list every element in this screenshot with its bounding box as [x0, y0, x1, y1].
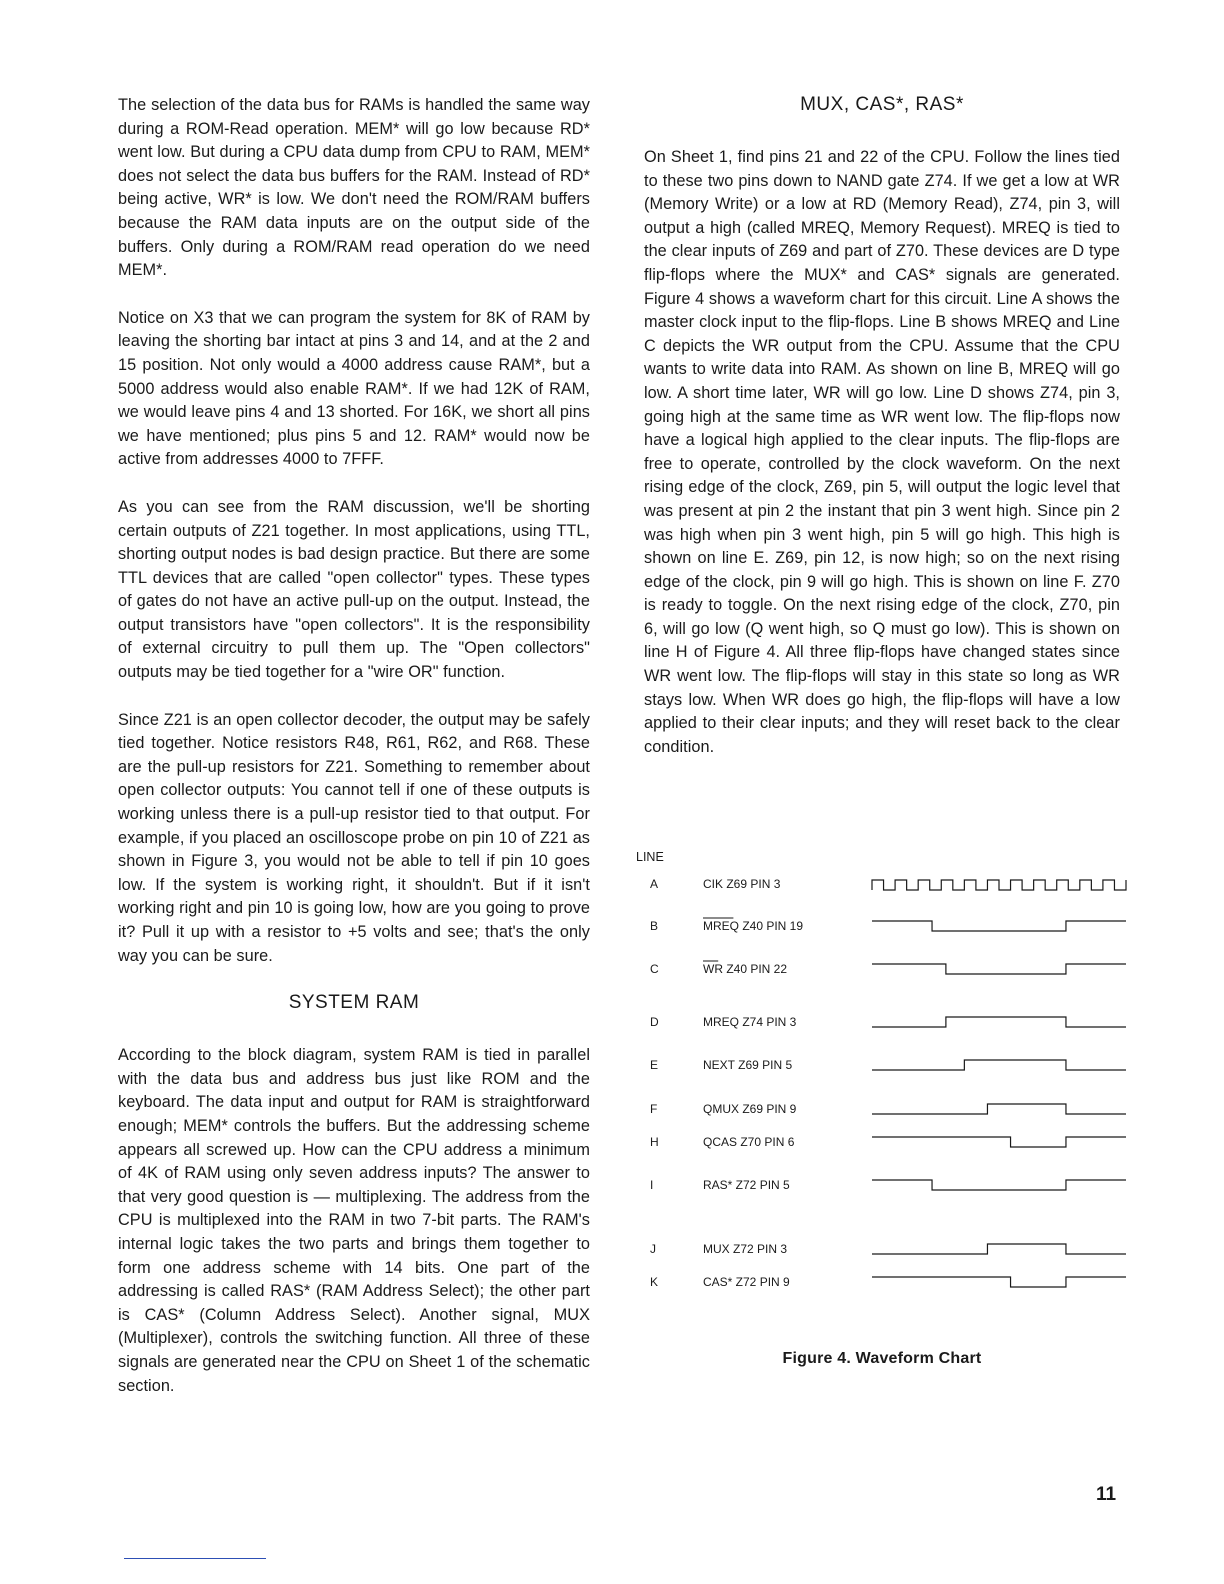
waveform-trace [872, 964, 1126, 974]
line-label: K [650, 1275, 659, 1289]
waveform-row-i [650, 1178, 1126, 1192]
paragraph-open-collector: As you can see from the RAM discussion, we'll be shorting certain outputs of Z21 together. In most applications, using TTL, shorting output nodes is bad design practice. But there are some TTL devices that are called "open collector" types. These types of gates do not have an active pull-up on the output. Instead, the output transistors have "open collectors". It is the responsibility of external circuitry to pull them up. The "Open collectors" outputs may be tied together for a "wire OR" function. [118, 497, 590, 682]
waveform-trace [872, 1277, 1126, 1287]
right-column [644, 94, 1120, 783]
waveform-row-c [650, 961, 1126, 976]
line-label: J [650, 1242, 656, 1256]
waveform-trace [872, 1137, 1126, 1147]
waveform-chart [636, 840, 1136, 1310]
line-label: D [650, 1015, 659, 1029]
paragraph-system-ram: According to the block diagram, system RAM is tied in parallel with the data bus and address bus just like ROM and the keyboard. The data input and output for RAM is straightforward enough; MEM* controls the buffers. But the addressing scheme appears all screwed up. How can the CPU address a minimum of 4K of RAM using only seven address inputs? The answer to that very good question is — multiplexing. The address from the CPU is multiplexed into the RAM in two 7-bit parts. The RAM's internal logic takes the two parts and brings them together to form one address scheme with 14 bits. One part of the addressing is called RAS* (RAM Address Select); the other part is CAS* (Column Address Select). Another signal, MUX (Multiplexer), controls the switching function. All three of these signals are generated near the CPU on Sheet 1 of the schematic section. [118, 1046, 590, 1395]
waveform-row-d [650, 1015, 1126, 1029]
signal-label: QCAS Z70 PIN 6 [703, 1135, 795, 1149]
waveform-trace [872, 1104, 1126, 1114]
waveform-trace [872, 1017, 1126, 1027]
line-label: F [650, 1102, 658, 1116]
line-label: B [650, 919, 659, 933]
paragraph-z21-decoder: Since Z21 is an open collector decoder, the output may be safely tied together. Notice resistors R48, R61, R62, and R68. These are the pull-up resistors for Z21. Something to remember about open collector outputs: You cannot tell if one of these outputs is working unless there is a pull-up resistor tied to that output. For example, if you placed an oscilloscope probe on pin 10 of Z21 as shown in Figure 3, you would not be able to tell if pin 10 goes low. If the system is working right, it shouldn't. But if it isn't working right and pin 10 is going low, how are you going to prove it? Pull it up with a resistor to +5 volts and see; that's the only way you can be sure. [118, 710, 590, 965]
paragraph-mux-cas-ras: On Sheet 1, find pins 21 and 22 of the CPU. Follow the lines tied to these two pins down to NAND gate Z74. If we get a low at WR (Memory Write) or a low at RD (Memory Read), Z74, pin 3, will output a high (called MREQ, Memory Request). MREQ is tied to the clear inputs of Z69 and part of Z70. These devices are D type flip-flops where the MUX* and CAS* signals are generated. Figure 4 shows a waveform chart for this circuit. Line A shows the master clock input to the flip-flops. Line B shows MREQ and Line C depicts the WR output from the CPU. Assume that the CPU wants to write data into RAM. As shown on line B, MREQ will go low. A short time later, WR will go low. Line D shows Z74, pin 3, going high at the same time as WR went low. The flip-flops now have a logical high applied to the clear inputs. The flip-flops are free to operate, controlled by the clock waveform. On the next rising edge of the clock, Z69, pin 5, will output the logic level that was present at pin 2 the instant that pin 3 went high. Since pin 2 was high when pin 3 went high, pin 5 will go high. This high is shown on line E. Z69, pin 12, is now high; so on the next rising edge of the clock, pin 9 will go high. This is shown on line F. Z70 is ready to toggle. On the next rising edge of the clock, Z70, pin 6, will go low (Q went high, so Q must go low). This is shown on line H of Figure 4. All three flip-flops have changed states since WR went low. The flip-flops will stay in this state so long as WR stays low. When WR does go high, the flip-flops will have a low applied to their clear inputs; and they will reset back to the clear condition. [644, 148, 1120, 756]
line-label: H [650, 1135, 659, 1149]
line-label: C [650, 962, 659, 976]
signal-label: RAS* Z72 PIN 5 [703, 1178, 790, 1192]
signal-label: WR Z40 PIN 22 [703, 962, 788, 976]
waveform-row-h [650, 1135, 1126, 1149]
signal-label: MUX Z72 PIN 3 [703, 1242, 788, 1256]
waveform-row-j [650, 1242, 1126, 1256]
signal-label: MREQ Z40 PIN 19 [703, 919, 804, 933]
section-heading-system-ram: SYSTEM RAM [288, 992, 420, 1014]
footer-rule [124, 1558, 266, 1559]
line-label: E [650, 1058, 659, 1072]
signal-label: NEXT Z69 PIN 5 [703, 1058, 793, 1072]
line-label: I [650, 1178, 654, 1192]
waveform-row-e [650, 1058, 1126, 1072]
chart-column-header: LINE [636, 850, 664, 864]
line-label: A [650, 877, 659, 891]
waveform-row-f [650, 1102, 1126, 1116]
waveform-row-a [650, 877, 1126, 891]
waveform-trace [872, 1180, 1126, 1190]
left-column [118, 94, 590, 1422]
waveform-trace [872, 1060, 1126, 1070]
signal-label: CAS* Z72 PIN 9 [703, 1275, 790, 1289]
waveform-row-b [650, 918, 1126, 933]
waveform-trace [872, 1244, 1126, 1254]
figure-caption: Figure 4. Waveform Chart [782, 1350, 982, 1367]
section-heading-mux-cas-ras: MUX, CAS*, RAS* [800, 94, 964, 115]
paragraph-x3-shorting: Notice on X3 that we can program the system for 8K of RAM by leaving the shorting bar intact at pins 3 and 14, and at the 2 and 15 position. Not only would a 4000 address cause RAM*, but a 5000 address would also enable RAM*. If we had 12K of RAM, we would leave pins 4 and 13 shorted. For 16K, we short all pins we have mentioned; plus pins 5 and 12. RAM* would now be active from addresses 4000 to 7FFF. [118, 308, 590, 469]
signal-label: CIK Z69 PIN 3 [703, 877, 781, 891]
waveform-row-k [650, 1275, 1126, 1289]
waveform-trace [872, 921, 1126, 931]
paragraph-ram-data-bus: The selection of the data bus for RAMs is handled the same way during a ROM-Read operation. MEM* will go low because RD* went low. But during a CPU data dump from CPU to RAM, MEM* does not select the data bus buffers for the RAM. Instead of RD* being active, WR* is low. We don't need the ROM/RAM buffers because the RAM data inputs are on the output side of the buffers. Only during a ROM/RAM read operation do we need MEM*. [118, 96, 590, 280]
signal-label: QMUX Z69 PIN 9 [703, 1102, 797, 1116]
signal-label: MREQ Z74 PIN 3 [703, 1015, 797, 1029]
page-number: 11 [1096, 1484, 1117, 1505]
waveform-trace [872, 880, 1126, 890]
